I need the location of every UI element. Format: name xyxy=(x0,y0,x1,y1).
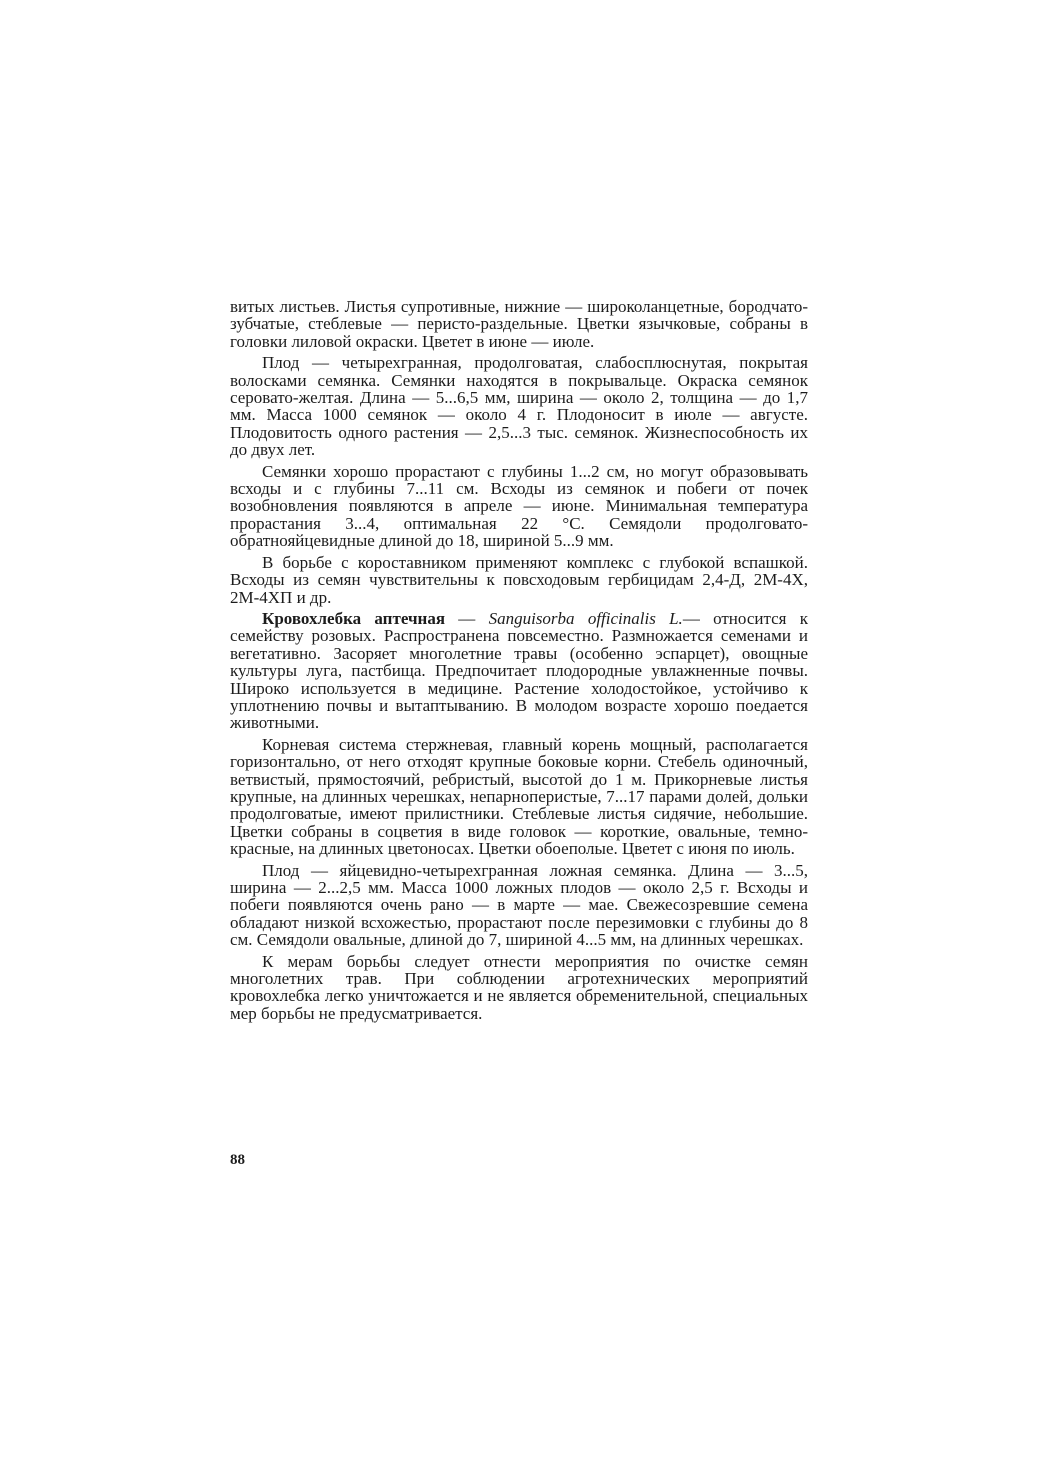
paragraph-burnet-fruit: Плод — яйцевидно-четырехгранная ложная семянка. Длина — 3...5, ширина — 2...2,5 мм. Масса 1000 ложных плодов — около 2,5 г. Всходы и побеги появляются очень рано — в марте — мае. Свежесозревшие семена обладают низкой всхожестью, прорастают после перезимовки с глубины до 8 см. Семядоли овальные, длиной до 7, шириной 4...5 мм, на длинных черешках. xyxy=(230,860,808,950)
paragraph-control-measures: В борьбе с короставником применяют комплекс с глубокой вспашкой. Всходы из семян чувствительны к повсходовым гербицидам 2,4-Д, 2М-4Х, 2М-4ХП и др. xyxy=(230,552,808,607)
latin-name: Sanguisorba officinalis L. xyxy=(488,608,683,628)
paragraph-leaves-description: витых листьев. Листья супротивные, нижние — широколанцетные, бородчато-зубчатые, стеблевые — перисто-раздельные. Цветки язычковые, собраны в головки лиловой окраски. Цветет в июне — июле. xyxy=(230,297,808,351)
page-body xyxy=(230,298,808,1026)
species-term: Кровохлебка аптечная xyxy=(262,608,446,628)
paragraph-fruit-description: Плод — четырехгранная, продолговатая, слабосплюснутая, покрытая волосками семянка. Семянки находятся в покрывальце. Окраска семянок серовато-желтая. Длина — 5...6,5 мм, ширина — около 2, толщина — до 1,7 мм. Масса 1000 семянок — около 4 г. Плодоносит в июле — августе. Плодовитость одного растения — 2,5...3 тыс. семянок. Жизнеспособность их до двух лет. xyxy=(230,353,808,460)
paragraph-burnet-control: К мерам борьбы следует отнести мероприятия по очистке семян многолетних трав. При соблюдении агротехнических мероприятий кровохлебка легко уничтожается и не является обременительной, специальных мер борьбы не предусматривается. xyxy=(230,951,808,1023)
paragraph-germination: Семянки хорошо прорастают с глубины 1...2 см, но могут образовывать всходы и с глубины 7...11 см. Всходы из семянок и побеги от почек возобновления появляются в апреле — июне. Минимальная температура прорастания 3...4, оптимальная 22 °С. Семядоли продолговато-обратнояйцевидные длиной до 18, шириной 5...9 мм. xyxy=(230,461,808,551)
term-dash: — xyxy=(445,608,489,628)
species-description: — относится к семейству розовых. Распространена повсеместно. Размножается семенами и вегетативно. Засоряет многолетние травы (особенно эспарцет), овощные культуры луга, пастбища. Предпочитает плодородные увлажненные почвы. Широко используется в медицине. Растение холодостойкое, устойчиво к уплотнению почвы и вытаптыванию. В молодом возрасте хорошо поедается животными. xyxy=(230,608,808,733)
page-number: 88 xyxy=(230,1152,245,1168)
paragraph-root-system: Корневая система стержневая, главный корень мощный, располагается горизонтально, от него отходят крупные боковые корни. Стебель одиночный, ветвистый, прямостоячий, ребристый, высотой до 1 м. Прикорневые листья крупные, на длинных черешках, непарноперистые, 7...17 парами долей, дольки продолговатые, имеют прилистники. Стеблевые листья сидячие, небольшие. Цветки собраны в соцветия в виде головок — короткие, овальные, темно-красные, на длинных цветоносах. Цветки обоеполые. Цветет с июня по июль. xyxy=(230,734,808,859)
paragraph-burnet-intro xyxy=(230,610,808,732)
